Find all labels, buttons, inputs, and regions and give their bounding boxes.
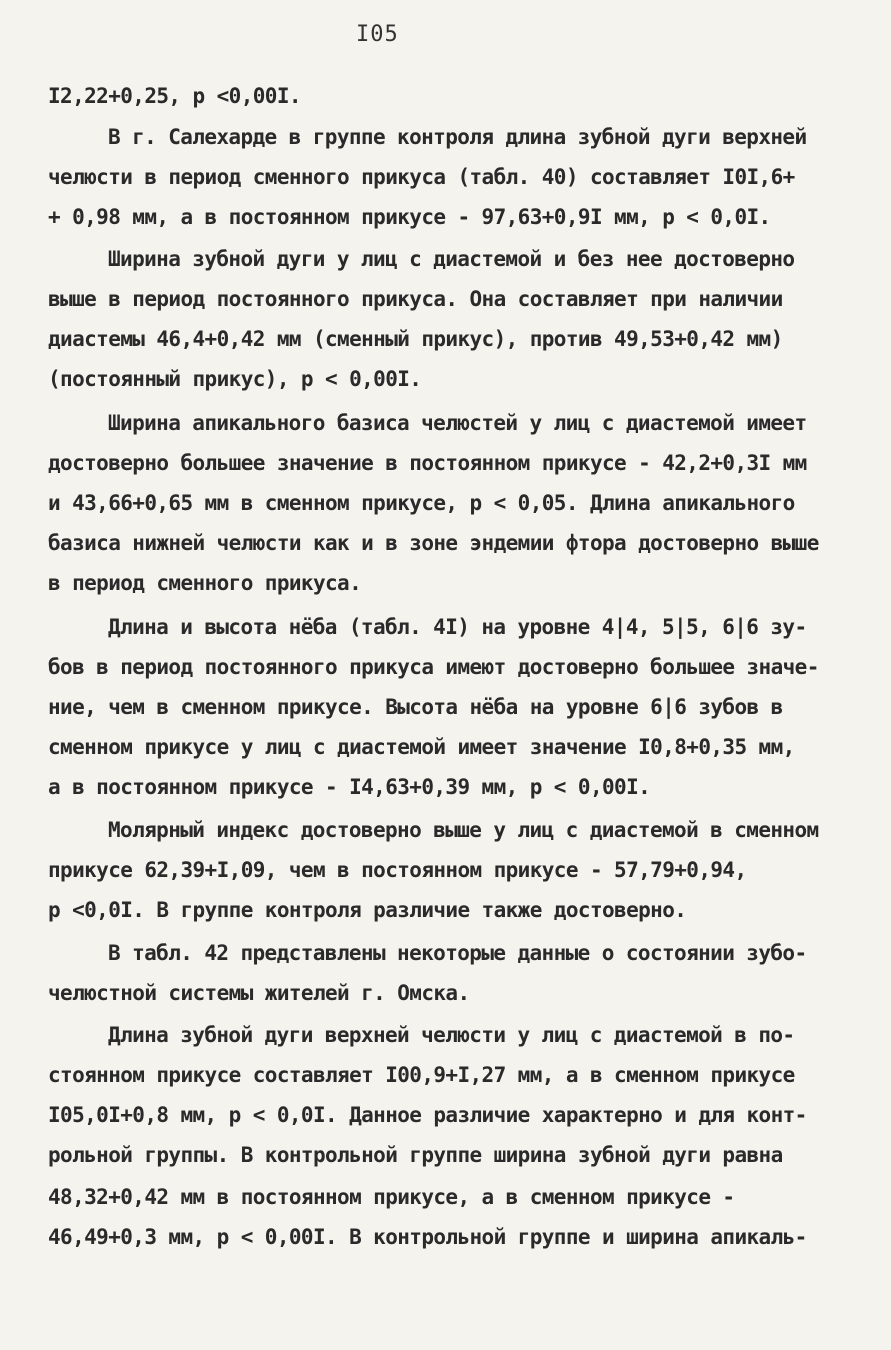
text-line: челюсти в период сменного прикуса (табл. 40) составляет I0I,6+	[48, 165, 795, 189]
text-line: Ширина зубной дуги у лиц с диастемой и без нее достоверно	[108, 247, 795, 271]
text-line: и 43,66+0,65 мм в сменном прикусе, p < 0,05. Длина апикального	[48, 491, 795, 515]
text-line: I05,0I+0,8 мм, p < 0,0I. Данное различие характерно и для конт-	[48, 1103, 807, 1127]
text-line: достоверно большее значение в постоянном прикусе - 42,2+0,3I мм	[48, 451, 807, 475]
text-line: В г. Салехарде в группе контроля длина зубной дуги верхней	[108, 125, 807, 149]
text-line: (постоянный прикус), p < 0,00I.	[48, 367, 422, 391]
text-line: стоянном прикусе составляет I00,9+I,27 мм, а в сменном прикусе	[48, 1063, 795, 1087]
text-line: p <0,0I. В группе контроля различие также достоверно.	[48, 898, 687, 922]
text-line: выше в период постоянного прикуса. Она составляет при наличии	[48, 287, 783, 311]
text-line: базиса нижней челюсти как и в зоне эндемии фтора достоверно выше	[48, 531, 819, 555]
text-line: в период сменного прикуса.	[48, 571, 362, 595]
text-line: сменном прикусе у лиц с диастемой имеет значение I0,8+0,35 мм,	[48, 735, 795, 759]
text-line: челюстной системы жителей г. Омска.	[48, 981, 470, 1005]
text-line: ние, чем в сменном прикусе. Высота нёба на уровне 6|6 зубов в	[48, 695, 783, 719]
text-line: В табл. 42 представлены некоторые данные о состоянии зубо-	[108, 941, 807, 965]
text-line: 46,49+0,3 мм, p < 0,00I. В контрольной группе и ширина апикаль-	[48, 1225, 807, 1249]
text-line: I2,22+0,25, p <0,00I.	[48, 84, 301, 108]
text-line: а в постоянном прикусе - I4,63+0,39 мм, p < 0,00I.	[48, 775, 651, 799]
text-line: Длина и высота нёба (табл. 4I) на уровне 4|4, 5|5, 6|6 зу-	[108, 615, 807, 639]
text-line: прикусе 62,39+I,09, чем в постоянном прикусе - 57,79+0,94,	[48, 858, 747, 882]
text-line: Длина зубной дуги верхней челюсти у лиц с диастемой в по-	[108, 1023, 795, 1047]
text-line: бов в период постоянного прикуса имеют достоверно большее значе-	[48, 655, 819, 679]
text-line: рольной группы. В контрольной группе ширина зубной дуги равна	[48, 1143, 783, 1167]
text-line: Молярный индекс достоверно выше у лиц с диастемой в сменном	[108, 818, 819, 842]
text-line: 48,32+0,42 мм в постоянном прикусе, а в сменном прикусе -	[48, 1185, 735, 1209]
text-line: диастемы 46,4+0,42 мм (сменный прикус), против 49,53+0,42 мм)	[48, 327, 783, 351]
text-line: Ширина апикального базиса челюстей у лиц с диастемой имеет	[108, 411, 807, 435]
text-line: + 0,98 мм, а в постоянном прикусе - 97,63+0,9I мм, p < 0,0I.	[48, 205, 771, 229]
page-number: I05	[356, 22, 399, 47]
